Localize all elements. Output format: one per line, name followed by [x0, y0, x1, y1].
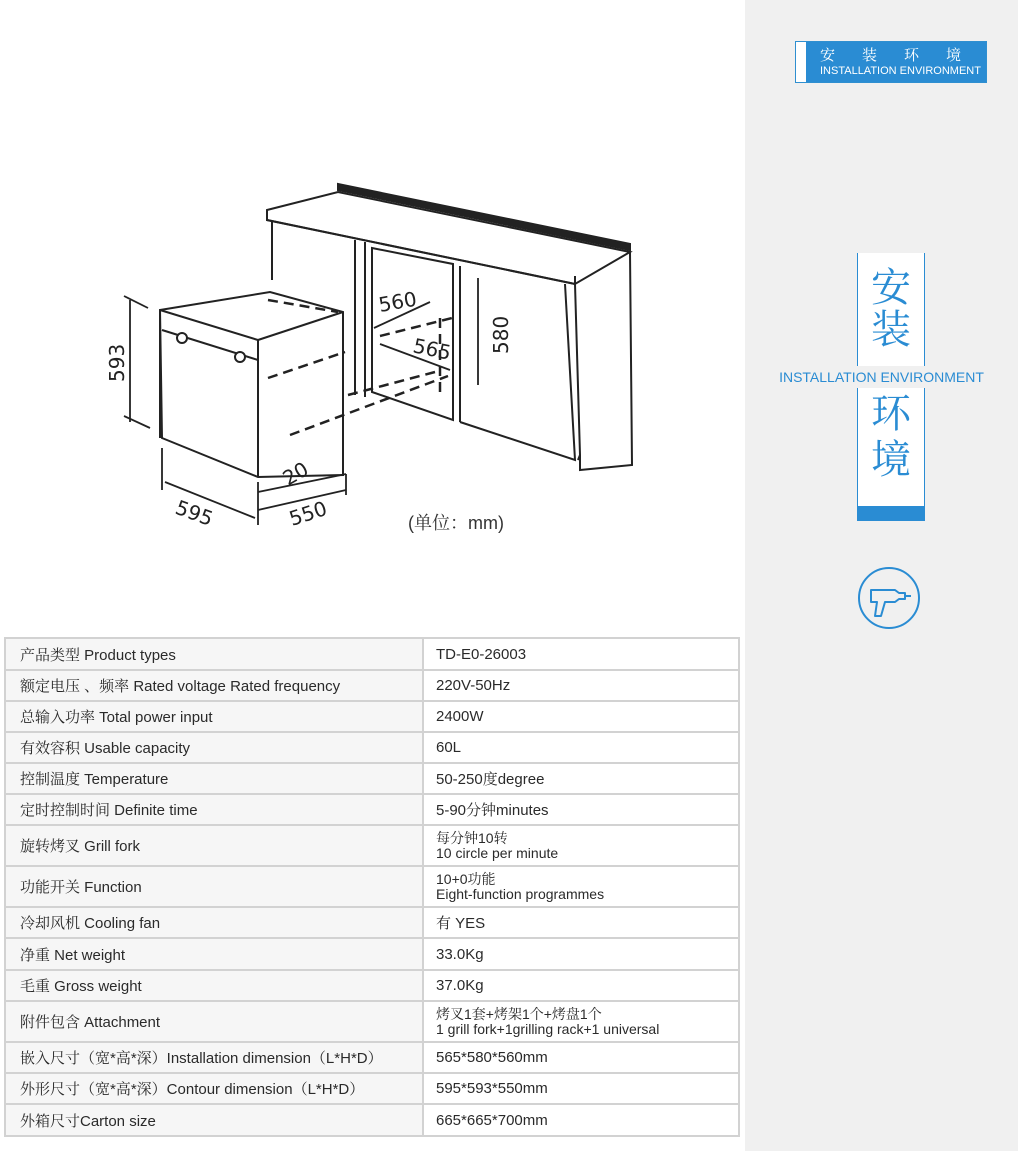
spec-value-line: TD-E0-26003 — [436, 645, 527, 663]
spec-value-line: 2400W — [436, 708, 484, 725]
spec-value — [423, 1001, 739, 1042]
spec-value — [423, 1073, 739, 1104]
spec-value-line: 565*580*560mm — [436, 1049, 548, 1066]
vertical-title-char: 安 — [871, 265, 911, 311]
spec-value-line: 60L — [436, 739, 462, 756]
spec-value — [423, 794, 739, 825]
sidebar-panel — [745, 0, 1018, 1151]
spec-label: 净重 Net weight — [5, 938, 423, 970]
vertical-title-char: 环 — [871, 391, 911, 437]
spec-row — [5, 970, 739, 1001]
spec-row — [5, 1001, 739, 1042]
spec-value-line: 595*593*550mm — [436, 1080, 548, 1097]
section-badge-en: INSTALLATION ENVIRONMENT — [820, 65, 981, 77]
spec-row — [5, 670, 739, 701]
spec-row — [5, 763, 739, 794]
spec-label: 外形尺寸（宽*高*深）Contour dimension（L*H*D） — [5, 1073, 423, 1104]
spec-label: 总输入功率 Total power input — [5, 701, 423, 732]
spec-value — [423, 1104, 739, 1136]
spec-row — [5, 794, 739, 825]
spec-label: 毛重 Gross weight — [5, 970, 423, 1001]
installation-diagram — [0, 160, 745, 560]
spec-value — [423, 866, 739, 907]
spec-value-line: 33.0Kg — [436, 945, 484, 963]
vertical-title-en: INSTALLATION ENVIRONMENT — [745, 366, 1018, 388]
spec-value — [423, 938, 739, 970]
spec-row — [5, 732, 739, 763]
dim-depth-550: 550 — [286, 496, 330, 531]
spec-value-line: Eight-function programmes — [436, 885, 605, 902]
spec-value-line: 665*665*700mm — [436, 1111, 548, 1129]
dim-cutout-580: 580 — [489, 315, 513, 354]
dim-cutout-565: 565 — [410, 333, 454, 365]
spec-row — [5, 638, 739, 670]
spec-value — [423, 638, 739, 670]
spec-row — [5, 938, 739, 970]
spec-value-line: 有 YES — [436, 915, 486, 932]
section-badge-cn: 安装环境 — [820, 46, 989, 64]
vertical-title-foot — [857, 506, 925, 521]
spec-row — [5, 866, 739, 907]
unit-label: (单位：mm) — [408, 513, 504, 533]
spec-value-line: 1 grill fork+1grilling rack+1 universal — [436, 1020, 660, 1037]
spec-table — [4, 637, 740, 1137]
spec-value-line: 220V-50Hz — [436, 677, 511, 694]
spec-value — [423, 907, 739, 938]
spec-value-line: 10 circle per minute — [436, 844, 559, 861]
spec-label: 旋转烤叉 Grill fork — [5, 825, 423, 866]
spec-value — [423, 825, 739, 866]
spec-value-line: 37.0Kg — [436, 977, 484, 994]
spec-value — [423, 763, 739, 794]
spec-row — [5, 1104, 739, 1136]
spec-value-line: 5-90分钟minutes — [436, 802, 549, 819]
spec-row — [5, 701, 739, 732]
spec-value — [423, 732, 739, 763]
spec-value — [423, 1042, 739, 1073]
spec-value-line: 50-250度degree — [436, 771, 545, 788]
spec-label: 产品类型 Product types — [5, 638, 423, 670]
spec-value — [423, 670, 739, 701]
spec-row — [5, 1042, 739, 1073]
spec-label: 嵌入尺寸（宽*高*深）Installation dimension（L*H*D） — [5, 1042, 423, 1073]
dim-gap-20: 20 — [278, 456, 313, 491]
spec-row — [5, 1073, 739, 1104]
spec-label: 附件包含 Attachment — [5, 1001, 423, 1042]
dim-cutout-560: 560 — [376, 286, 419, 317]
spec-label: 外箱尺寸Carton size — [5, 1104, 423, 1136]
spec-row — [5, 907, 739, 938]
spec-label: 功能开关 Function — [5, 866, 423, 907]
spec-row — [5, 825, 739, 866]
spec-label: 定时控制时间 Definite time — [5, 794, 423, 825]
spec-value — [423, 970, 739, 1001]
drill-icon — [857, 566, 921, 630]
vertical-title-char: 境 — [871, 437, 911, 483]
spec-label: 额定电压 、频率 Rated voltage Rated frequency — [5, 670, 423, 701]
spec-value-line: 每分钟10转 — [436, 829, 508, 846]
vertical-title-char: 装 — [871, 307, 911, 353]
spec-value-line: 10+0功能 — [436, 870, 496, 887]
spec-label: 控制温度 Temperature — [5, 763, 423, 794]
dim-height-593: 593 — [105, 343, 129, 382]
dim-width-595: 595 — [172, 495, 217, 531]
section-badge-fill — [806, 42, 989, 82]
spec-value-line: 烤叉1套+烤架1个+烤盘1个 — [436, 1005, 602, 1022]
spec-label: 冷却风机 Cooling fan — [5, 907, 423, 938]
spec-label: 有效容积 Usable capacity — [5, 732, 423, 763]
spec-value — [423, 701, 739, 732]
section-badge — [795, 41, 987, 83]
